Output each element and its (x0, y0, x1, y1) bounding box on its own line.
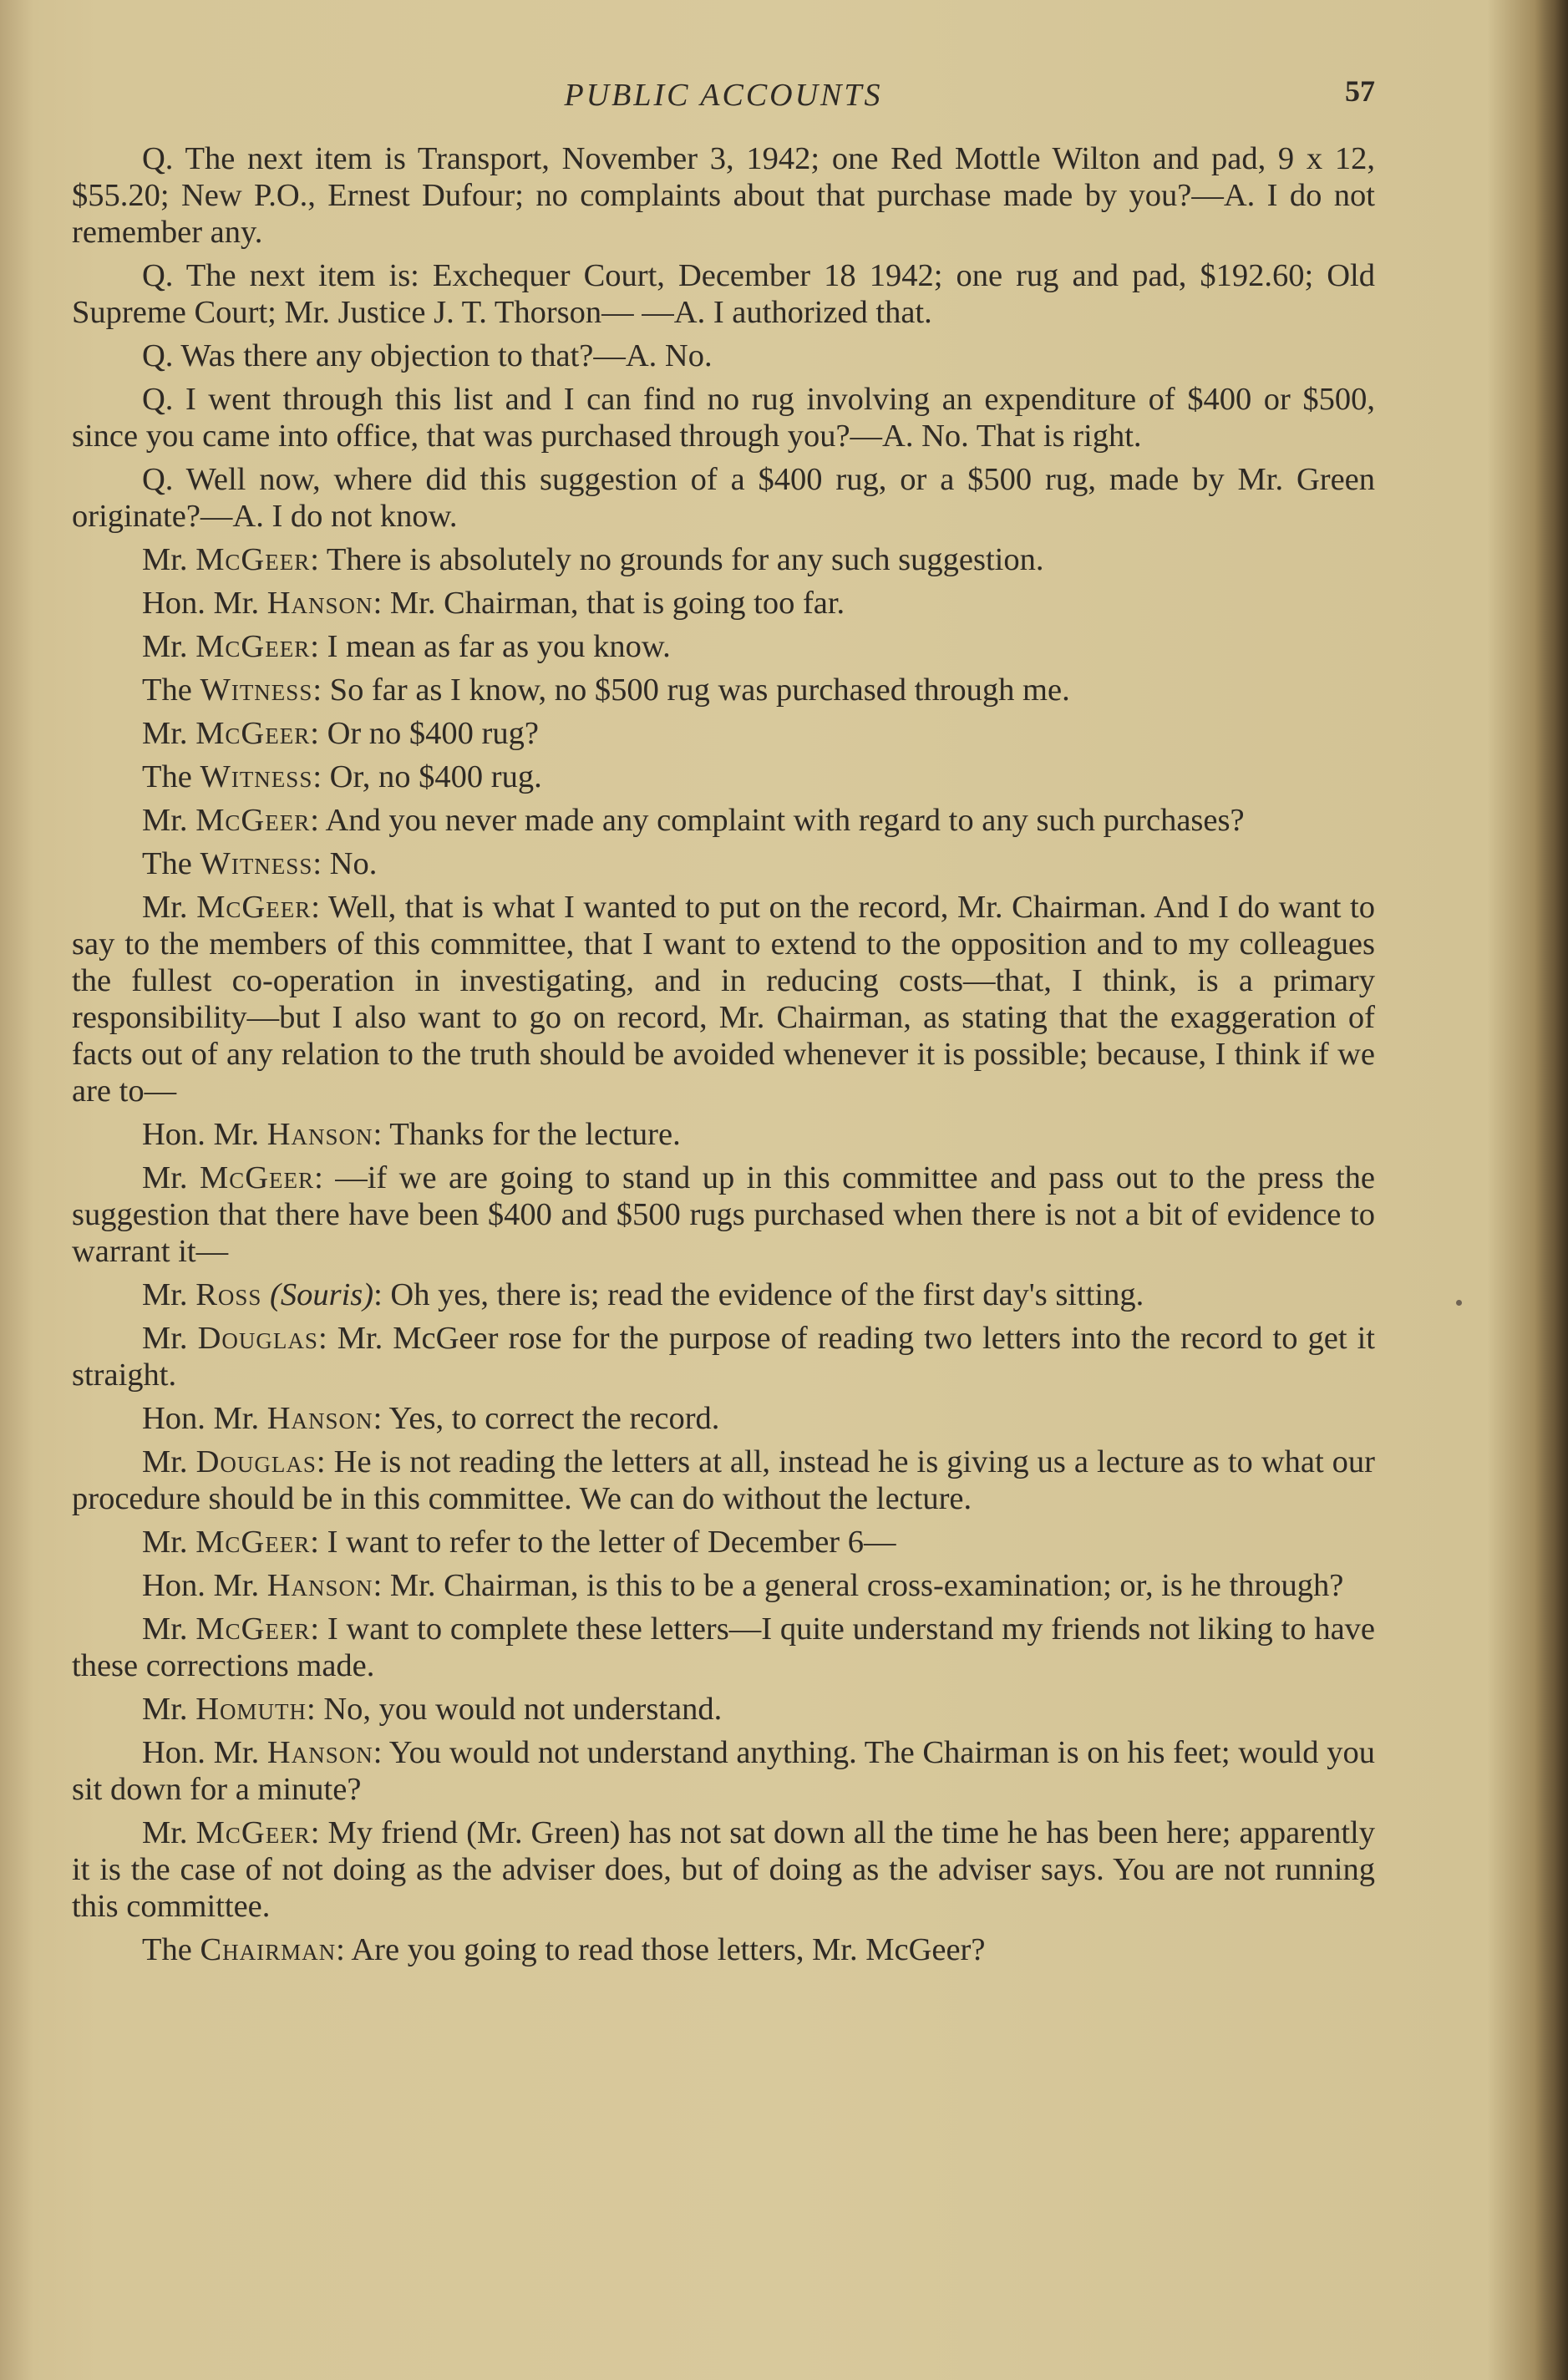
speaker-name: Hanson (266, 1735, 373, 1770)
speaker-name: Ross (195, 1277, 262, 1312)
speaker-name: Homuth (195, 1692, 307, 1727)
speaker-name: McGeer (196, 890, 312, 925)
speaker-name: McGeer (195, 1611, 311, 1647)
binding-shadow (1535, 0, 1568, 2380)
paragraph: Hon. Mr. Hanson: Thanks for the lecture. (142, 1117, 681, 1152)
speaker-name: Hanson (266, 1568, 373, 1603)
paragraph: Mr. McGeer: And you never made any complaint with regard to any such purchases? (142, 803, 1245, 838)
speaker-name: Witness (200, 759, 313, 794)
paragraph: Mr. McGeer: There is absolutely no grounds for any such suggestion. (142, 542, 1044, 577)
speaker-name: Hanson (266, 586, 373, 621)
paragraph: Q. The next item is: Exchequer Court, December 18 1942; one rug and pad, $192.60; Old Supreme Court; Mr. Justice J. T. Thorson— —A. I authorized that. (72, 258, 1375, 330)
paragraph: Q. I went through this list and I can find no rug involving an expenditure of $400 or $500, since you came into office, that was purchased through you?—A. No. That is right. (72, 382, 1375, 454)
paragraph: Hon. Mr. Hanson: Mr. Chairman, that is going too far. (142, 586, 845, 621)
riding-name: (Souris) (270, 1277, 374, 1312)
paragraph: Mr. Ross (Souris): Oh yes, there is; read the evidence of the first day's sitting. (142, 1277, 1144, 1312)
speaker-name: McGeer (195, 629, 311, 664)
speaker-name: McGeer (195, 542, 311, 577)
speaker-name: Douglas (197, 1321, 318, 1356)
speaker-name: McGeer (195, 1815, 311, 1850)
speaker-name: Witness (200, 672, 313, 708)
paragraph: The Chairman: Are you going to read those letters, Mr. McGeer? (142, 1932, 986, 1967)
paragraph: Mr. Douglas: He is not reading the letters at all, instead he is giving us a lecture as to what our procedure should be in this committee. We can do without the lecture. (72, 1444, 1375, 1516)
paragraph: The Witness: So far as I know, no $500 rug was purchased through me. (142, 672, 1070, 708)
paragraph: Mr. McGeer: I want to refer to the letter of December 6— (142, 1525, 896, 1560)
speaker-name: McGeer (195, 1525, 311, 1560)
page-number: 57 (1345, 74, 1375, 108)
speaker-name: Hanson (266, 1117, 373, 1152)
speaker-name: Douglas (195, 1444, 317, 1479)
speaker-name: McGeer (200, 1160, 315, 1195)
paragraph: Q. Well now, where did this suggestion of a $400 rug, or a $500 rug, made by Mr. Green originate?—A. I do not know. (72, 462, 1375, 534)
paragraph: Hon. Mr. Hanson: You would not understand anything. The Chairman is on his feet; would you sit down for a minute? (72, 1735, 1375, 1807)
paragraph: Mr. McGeer: I mean as far as you know. (142, 629, 671, 664)
paragraph: Hon. Mr. Hanson: Mr. Chairman, is this to be a general cross-examination; or, is he through? (142, 1568, 1344, 1603)
paragraph: Q. The next item is Transport, November 3, 1942; one Red Mottle Wilton and pad, 9 x 12, $55.20; New P.O., Ernest Dufour; no complaints about that purchase made by you?—A. I do not remember any. (72, 141, 1375, 250)
paragraph: Mr. McGeer: I want to complete these letters—I quite understand my friends not liking to have these corrections made. (72, 1611, 1375, 1683)
paragraph: Mr. McGeer: Well, that is what I wanted to put on the record, Mr. Chairman. And I do want to say to the members of this committee, that I want to extend to the opposition and to my colleagues the fullest co-operation in investigating, and in reducing costs—that, I think, is a primary responsibility—but I also want to go on record, Mr. Chairman, as stating that the exaggeration of facts out of any relation to the truth should be avoided whenever it is possible; because, I think if we are to— (72, 890, 1375, 1109)
speaker-name: McGeer (195, 803, 311, 838)
speaker-name: McGeer (195, 716, 311, 751)
paragraph: Mr. Douglas: Mr. McGeer rose for the purpose of reading two letters into the record to get it straight. (72, 1321, 1376, 1393)
paragraph: Mr. Homuth: No, you would not understand. (142, 1692, 723, 1727)
speaker-name: Hanson (266, 1401, 373, 1436)
paragraph: Hon. Mr. Hanson: Yes, to correct the record. (142, 1401, 720, 1436)
speaker-name: Chairman (200, 1932, 337, 1967)
paragraph: Mr. McGeer: —if we are going to stand up in this committee and pass out to the press the suggestion that there have been $400 and $500 rugs purchased when there is not a bit of evidence to warrant it— (72, 1160, 1375, 1269)
page-header (72, 74, 1375, 115)
paragraph: Mr. McGeer: My friend (Mr. Green) has not sat down all the time he has been here; apparently it is the case of not doing as the adviser does, but of doing as the adviser says. You are not running this committee. (72, 1815, 1376, 1924)
transcript-body (72, 140, 1375, 1975)
paragraph: The Witness: Or, no $400 rug. (142, 759, 542, 794)
paper-blemish (1456, 1300, 1462, 1306)
paragraph: Mr. McGeer: Or no $400 rug? (142, 716, 539, 751)
paragraph: The Witness: No. (142, 846, 378, 881)
speaker-name: Witness (200, 846, 313, 881)
running-title: PUBLIC ACCOUNTS (564, 78, 883, 113)
paragraph: Q. Was there any objection to that?—A. No. (142, 338, 713, 373)
